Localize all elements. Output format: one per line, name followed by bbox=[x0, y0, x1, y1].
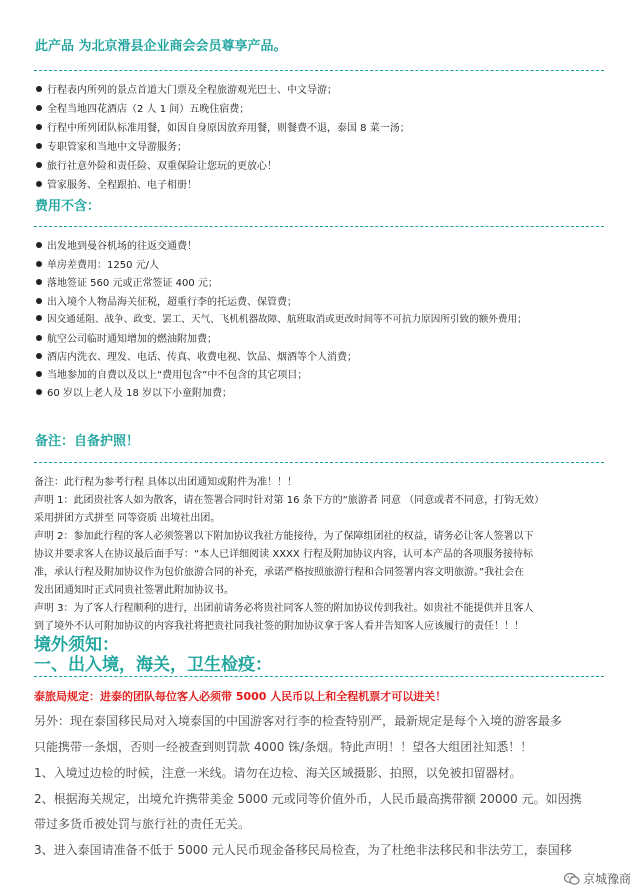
wechat-icon bbox=[564, 872, 580, 886]
remark-line: 声明 3：为了客人行程顺利的进行，出团前请务必将贵社同客人签的附加协议传到我社。如贵社不能提供并且客人 bbox=[34, 603, 534, 614]
remark-line: 协议并要求客人在协议最后面手写：“本人已详细阅读 XXXX 行程及附加协议内容，认可本产品的各项服务接待标 bbox=[34, 549, 533, 560]
list-item: 出入境个人物品海关征税，超重行李的托运费、保管费； bbox=[36, 293, 297, 308]
bullet-icon bbox=[36, 242, 42, 248]
bullet-icon bbox=[36, 335, 42, 341]
body-line: 3、进入泰国请准备不低于 5000 元人民币现金备移民局检查，为了杜绝非法移民和非法劳工，泰国移 bbox=[34, 843, 572, 857]
list-item: 单房差费用：1250 元/人 bbox=[36, 256, 159, 271]
watermark-text: 京城豫商 bbox=[582, 872, 631, 886]
excluded-title: 费用不含： bbox=[35, 199, 101, 214]
bullet-icon bbox=[36, 124, 42, 130]
body-line: 另外：现在泰国移民局对入境泰国的中国游客对行李的检查特别严，最新规定是每个入境的游客最多 bbox=[34, 714, 563, 728]
remark-line: 备注：此行程为参考行程 具体以出团通知或附件为准！！！ bbox=[34, 477, 298, 488]
body-line: 2、根据海关规定，出境允许携带美金 5000 元或同等价值外币，人民币最高携带额 20000 元。如因携 bbox=[34, 792, 582, 806]
bullet-icon bbox=[36, 261, 42, 267]
list-item: 酒店内洗衣、理发、电话、传真、收费电视、饮品、烟酒等个人消费； bbox=[36, 348, 357, 363]
bullet-icon bbox=[36, 143, 42, 149]
bullet-icon bbox=[36, 315, 42, 321]
bullet-icon bbox=[36, 181, 42, 187]
bullet-icon bbox=[36, 279, 42, 285]
bullet-icon bbox=[36, 105, 42, 111]
bullet-icon bbox=[36, 298, 42, 304]
remarks-title: 备注：自备护照！ bbox=[35, 434, 140, 449]
body-line: 1、入境过边检的时候，注意一米线。请勿在边检、海关区域摄影、拍照，以免被扣留器材。 bbox=[34, 766, 522, 780]
list-item: 行程中所列团队标准用餐，如因自身原因放弃用餐，则餐费不退，泰国 8 菜一汤； bbox=[36, 119, 410, 134]
section-title: 一、出入境，海关，卫生检疫： bbox=[34, 655, 272, 675]
body-line: 带过多货币被处罚与旅行社的责任无关。 bbox=[34, 817, 251, 831]
list-item: 管家服务、全程跟拍、电子相册！ bbox=[36, 176, 197, 191]
watermark bbox=[561, 869, 634, 888]
remark-line: 声明 1：此团贵社客人如为散客，请在签署合同时针对第 16 条下方的“旅游者 同意 （同意或者不同意，打钩无效） bbox=[34, 495, 545, 506]
list-item: 专职管家和当地中文导游服务； bbox=[36, 138, 187, 153]
list-item: 因交通延阻、战争、政变、罢工、天气、飞机机器故障、航班取消或更改时间等不可抗力原因所引致的额外费用； bbox=[36, 311, 527, 325]
alert-rule: 泰旅局规定：进泰的团队每位客人必须带 5000 人民币以上和全程机票才可以进关！ bbox=[34, 690, 447, 703]
remark-line: 准，承认行程及附加协议作为包价旅游合同的补充，承诺严格按照旅游行程和合同签署内容文明旅游。”我社会在 bbox=[34, 567, 525, 578]
bullet-icon bbox=[36, 162, 42, 168]
remark-line: 发出团通知时正式同贵社签署此附加协议书。 bbox=[34, 585, 234, 596]
list-item: 当地参加的自费以及以上“费用包含”中不包含的其它项目； bbox=[36, 366, 307, 381]
bullet-icon bbox=[36, 86, 42, 92]
bullet-icon bbox=[36, 371, 42, 377]
page-title: 此产品 为北京滑县企业商会会员尊享产品。 bbox=[35, 39, 287, 54]
bullet-icon bbox=[36, 353, 42, 359]
list-item: 行程表内所列的景点首道大门票及全程旅游观光巴士、中文导游； bbox=[36, 81, 337, 96]
list-item: 旅行社意外险和责任险、双重保险让您玩的更放心！ bbox=[36, 157, 277, 172]
divider bbox=[34, 676, 604, 677]
list-item: 航空公司临时通知增加的燃油附加费； bbox=[36, 330, 217, 345]
remark-line: 采用拼团方式拼至 同等资质 出境社出团。 bbox=[34, 513, 221, 524]
notice-title: 境外须知： bbox=[34, 635, 119, 655]
list-item: 落地签证 560 元或正常签证 400 元； bbox=[36, 274, 218, 289]
divider bbox=[34, 70, 604, 71]
list-item: 出发地到曼谷机场的往返交通费！ bbox=[36, 237, 197, 252]
remark-line: 到了境外不认可附加协议的内容我社将把贵社同我社签的附加协议拿于客人看并告知客人应该履行的责任！！！ bbox=[34, 621, 524, 632]
body-line: 只能携带一条烟，否则一经被查到则罚款 4000 铢/条烟。特此声明！！望各大组团社知悉！！ bbox=[34, 740, 533, 754]
divider bbox=[34, 462, 604, 463]
divider bbox=[34, 226, 604, 227]
remark-line: 声明 2：参加此行程的客人必须签署以下附加协议我社方能接待，为了保障组团社的权益，请务必让客人签署以下 bbox=[34, 531, 534, 542]
list-item: 全程当地四花酒店（2 人 1 间）五晚住宿费； bbox=[36, 100, 249, 115]
list-item: 60 岁以上老人及 18 岁以下小童附加费； bbox=[36, 384, 232, 399]
bullet-icon bbox=[36, 389, 42, 395]
